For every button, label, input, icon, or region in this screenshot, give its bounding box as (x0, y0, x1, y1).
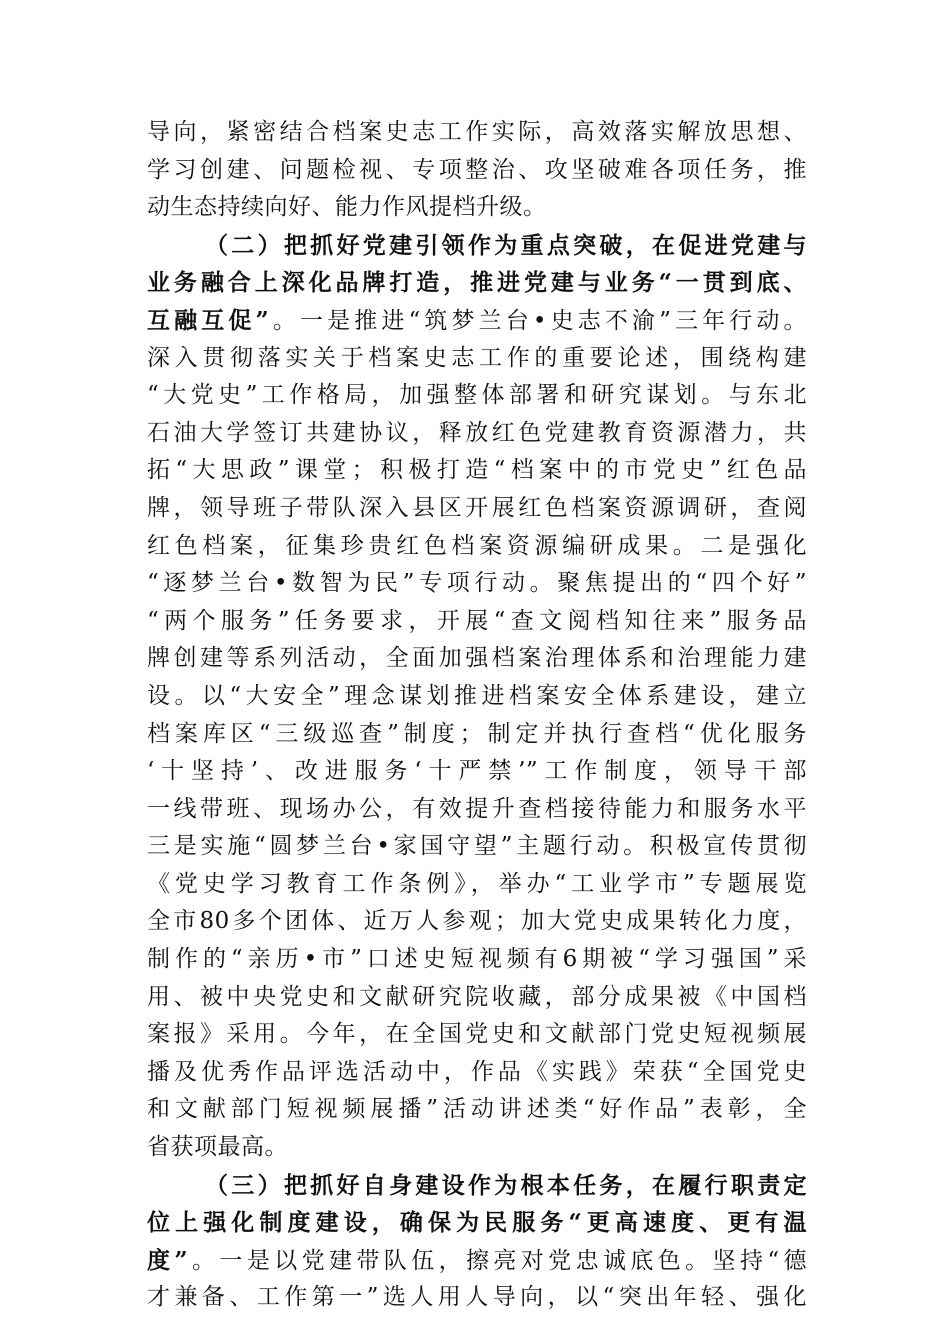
paragraph-line: （二）把抓好党建引领作为重点突破，在促进党建与 (205, 231, 807, 259)
paragraph-line: 动生态持续向好、能力作风提档升级。 (147, 194, 547, 221)
paragraph-line: 播及优秀作品评选活动中，作品《实践》荣获“全国党史 (147, 1058, 807, 1085)
paragraph-line: 省获项最高。 (147, 1134, 288, 1161)
paragraph-line: 设。以“大安全”理念谋划推进档案安全体系建设，建立 (147, 682, 807, 709)
paragraph-line (147, 302, 807, 340)
paragraph-line: 一线带班、现场办公，有效提升查档接待能力和服务水平 (147, 795, 807, 822)
paragraph-line: 红色档案，征集珍贵红色档案资源编研成果。二是强化 (147, 532, 807, 559)
paragraph-line: 三是实施“圆梦兰台•家国守望”主题行动。积极宣传贯彻 (147, 833, 807, 860)
paragraph-line: ‘十坚持’、改进服务‘十严禁’”工作制度，领导干部 (147, 758, 807, 785)
paragraph-line: “逐梦兰台•数智为民”专项行动。聚焦提出的“四个好” (147, 570, 807, 597)
paragraph-line: 《党史学习教育工作条例》，举办“工业学市”专题展览 (147, 870, 807, 897)
paragraph-line: 学习创建、问题检视、专项整治、攻坚破难各项任务，推 (147, 156, 807, 183)
paragraph-line: 档案库区“三级巡查”制度；制定并执行查档“优化服务 (147, 720, 807, 747)
paragraph-line: 牌，领导班子带队深入县区开展红色档案资源调研，查阅 (147, 494, 807, 521)
paragraph-line: 石油大学签订共建协议，释放红色党建教育资源潜力，共 (147, 419, 807, 446)
paragraph-line: 牌创建等系列活动，全面加强档案治理体系和治理能力建 (147, 645, 807, 672)
body-text-fragment: 。一是以党建带队伍，擦亮对党忠诚底色。坚持“德 (188, 1247, 807, 1274)
paragraph-line: “两个服务”任务要求，开展“查文阅档知往来”服务品 (147, 607, 807, 634)
paragraph-line: 案报》采用。今年，在全国党史和文献部门党史短视频展 (147, 1021, 807, 1048)
paragraph-line: 位上强化制度建设，确保为民服务“更高速度、更有温 (147, 1209, 807, 1237)
bold-heading-fragment: 互融互促” (147, 306, 270, 334)
body-text-fragment: 。一是推进“筑梦兰台•史志不渝”三年行动。 (269, 307, 807, 334)
paragraph-line (147, 1242, 807, 1280)
paragraph-line: 和文献部门短视频展播”活动讲述类“好作品”表彰，全 (147, 1096, 807, 1123)
paragraph-line: 用、被中央党史和文献研究院收藏，部分成果被《中国档 (147, 983, 807, 1010)
paragraph-line: 全市80多个团体、近万人参观；加大党史成果转化力度， (147, 908, 807, 935)
bold-heading-fragment: 度” (147, 1246, 189, 1274)
paragraph-line: 深入贯彻落实关于档案史志工作的重要论述，围绕构建 (147, 344, 807, 371)
document-body (147, 114, 807, 1317)
paragraph-line: 拓“大思政”课堂；积极打造“档案中的市党史”红色品 (147, 457, 807, 484)
paragraph-line: 业务融合上深化品牌打造，推进党建与业务“一贯到底、 (147, 269, 807, 297)
paragraph-line: 制作的“亲历•市”口述史短视频有6期被“学习强国”采 (147, 946, 807, 973)
paragraph-line: “大党史”工作格局，加强整体部署和研究谋划。与东北 (147, 382, 807, 409)
paragraph-line: 导向，紧密结合档案史志工作实际，高效落实解放思想、 (147, 119, 807, 145)
paragraph-line: 才兼备、工作第一”选人用人导向，以“突出年轻、强化 (147, 1284, 807, 1311)
paragraph-line: （三）把抓好自身建设作为根本任务，在履行职责定 (205, 1171, 807, 1199)
